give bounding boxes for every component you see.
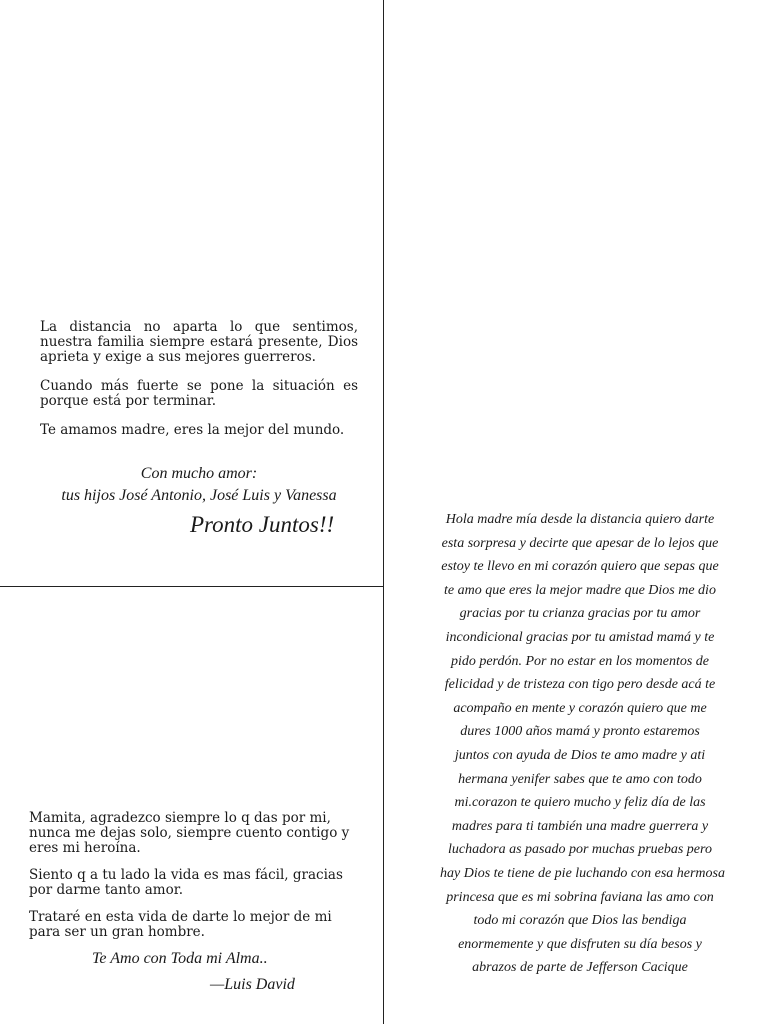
letter-line: enormemente y que disfruten su día besos y <box>458 936 702 952</box>
letter-line: esta sorpresa y decirte que apesar de lo lejos que <box>441 535 719 551</box>
top-card-paragraph-2: Cuando más fuerte se pone la situación es porque está por terminar. <box>40 378 358 409</box>
letter-line: hay Dios te tiene de pie luchando con esa hermosa <box>440 865 725 881</box>
top-card-signature-line-1: Con mucho amor: <box>140 465 258 482</box>
letter-line: abrazos de parte de Jefferson Cacique <box>472 960 688 976</box>
letter-line: todo mi corazón que Dios las bendiga <box>473 913 687 929</box>
bottom-card-paragraph-2: Siento q a tu lado la vida es mas fácil, gracias por darme tanto amor. <box>29 867 343 898</box>
top-card-signature <box>40 463 358 507</box>
top-card-signature-line-2: tus hijos José Antonio, José Luis y Vanessa <box>61 487 337 504</box>
top-card-closing: Pronto Juntos!! <box>190 512 335 537</box>
vertical-fold-line <box>383 0 384 1024</box>
letter-line: acompaño en mente y corazón quiero que me <box>453 700 707 716</box>
letter-line: Hola madre mía desde la distancia quiero darte <box>445 512 715 527</box>
bottom-card-closing: Te Amo con Toda mi Alma.. <box>92 950 268 967</box>
bottom-card-paragraph-1: Mamita, agradezco siempre lo q das por mi, nunca me dejas solo, siempre cuento contigo y eres mi heroína. <box>29 810 350 856</box>
letter-line: incondicional gracias por tu amistad mamá y te <box>445 629 715 645</box>
letter-line: estoy te llevo en mi corazón quiero que sepas que <box>441 559 719 575</box>
letter-line: mi.corazon te quiero mucho y feliz día de las <box>454 795 706 811</box>
letter-line: hermana yenifer sabes que te amo con todo <box>458 771 702 787</box>
horizontal-fold-line <box>0 586 384 587</box>
letter-line: dures 1000 años mamá y pronto estaremos <box>460 724 700 740</box>
bottom-card-paragraph-3: Trataré en esta vida de darte lo mejor de mi para ser un gran hombre. <box>29 909 332 940</box>
letter-line: madres para ti también una madre guerrera y <box>451 818 709 834</box>
top-card-paragraph-3: Te amamos madre, eres la mejor del mundo. <box>40 422 345 438</box>
top-card-message <box>40 320 358 452</box>
letter-line: felicidad y de tristeza con tigo pero desde acá te <box>444 677 716 693</box>
bottom-card-signature: —Luis David <box>210 976 295 993</box>
letter-line: juntos con ayuda de Dios te amo madre y ati <box>454 747 706 763</box>
letter-line: luchadora as pasado por muchas pruebas pero <box>448 842 712 858</box>
letter-line: te amo que eres la mejor madre que Dios me dio <box>444 582 716 598</box>
letter-line: princesa que es mi sobrina faviana las amo con <box>446 889 714 905</box>
top-card-paragraph-1: La distancia no aparta lo que sentimos, nuestra familia siempre estará presente, Dios aprieta y exige a sus mejores guerreros. <box>40 319 358 365</box>
right-letter <box>440 508 725 980</box>
letter-line: gracias por tu crianza gracias por tu amor <box>459 606 701 622</box>
letter-line: pido perdón. Por no estar en los momentos de <box>450 653 710 669</box>
bottom-card-message <box>29 811 351 952</box>
